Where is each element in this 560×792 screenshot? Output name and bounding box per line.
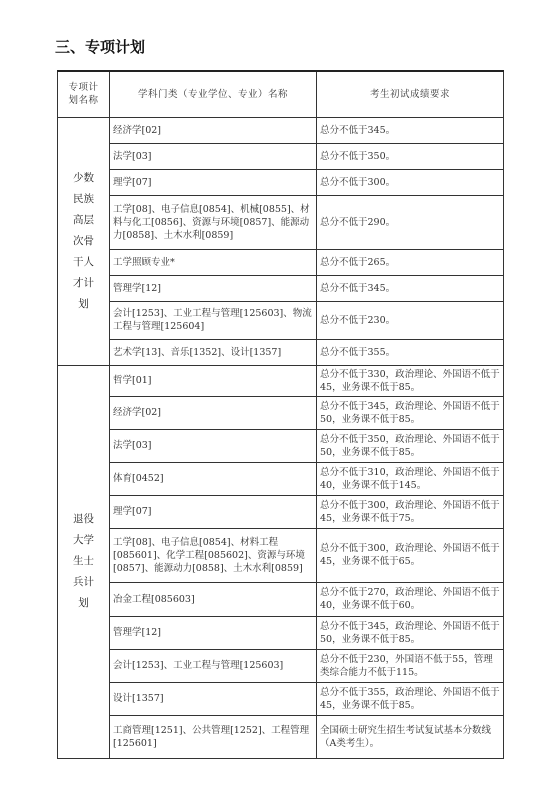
table-row (58, 616, 504, 649)
subject-cell: 理学[07] (110, 169, 317, 195)
requirement-cell: 总分不低于265。 (317, 249, 504, 275)
table-row (58, 365, 504, 396)
subject-cell: 法学[03] (110, 143, 317, 169)
subject-cell: 会计[1253]、工业工程与管理[125603]、物流工程与管理[125604] (110, 301, 317, 339)
header-plan-name: 专项计划名称 (58, 71, 110, 117)
subject-cell: 设计[1357] (110, 682, 317, 715)
requirement-cell: 总分不低于355，政治理论、外国语不低于45，业务课不低于85。 (317, 682, 504, 715)
section-heading: 三、专项计划 (55, 38, 146, 56)
table-row (58, 169, 504, 195)
plan-name-cell: 退役大学生士兵计划 (58, 365, 110, 758)
table-row (58, 275, 504, 301)
subject-cell: 经济学[02] (110, 117, 317, 143)
table-row (58, 339, 504, 365)
table-row (58, 528, 504, 582)
requirement-cell: 总分不低于345。 (317, 275, 504, 301)
requirement-cell: 总分不低于310，政治理论、外国语不低于40，业务课不低于145。 (317, 462, 504, 495)
requirement-cell: 总分不低于230。 (317, 301, 504, 339)
subject-cell: 体育[0452] (110, 462, 317, 495)
table-row (58, 495, 504, 528)
requirement-cell: 总分不低于270，政治理论、外国语不低于40，业务课不低于60。 (317, 582, 504, 616)
subject-cell: 法学[03] (110, 429, 317, 462)
subject-cell: 工学[08]、电子信息[0854]、材料工程[085601]、化学工程[085602]、资源与环境[0857]、能源动力[0858]、土木水利[0859] (110, 528, 317, 582)
requirement-cell: 总分不低于350，政治理论、外国语不低于50，业务课不低于85。 (317, 429, 504, 462)
subject-cell: 工学照顾专业* (110, 249, 317, 275)
table-row (58, 249, 504, 275)
table-body (58, 117, 504, 758)
subject-cell: 工学[08]、电子信息[0854]、机械[0855]、材料与化工[0856]、资源与环境[0857]、能源动力[0858]、土木水利[0859] (110, 195, 317, 249)
subject-cell: 理学[07] (110, 495, 317, 528)
table-row (58, 715, 504, 758)
requirement-cell: 总分不低于355。 (317, 339, 504, 365)
header-subject: 学科门类（专业学位、专业）名称 (110, 71, 317, 117)
requirement-cell: 总分不低于230，外国语不低于55，管理类综合能力不低于115。 (317, 649, 504, 682)
requirement-cell: 总分不低于300，政治理论、外国语不低于45，业务课不低于65。 (317, 528, 504, 582)
subject-cell: 管理学[12] (110, 275, 317, 301)
table-row (58, 301, 504, 339)
table-row (58, 195, 504, 249)
requirement-cell: 总分不低于350。 (317, 143, 504, 169)
plan-name-cell: 少数民族高层次骨干人才计划 (58, 117, 110, 365)
subject-cell: 工商管理[1251]、公共管理[1252]、工程管理[125601] (110, 715, 317, 758)
special-plan-table (57, 70, 504, 759)
table-row (58, 143, 504, 169)
table-row (58, 117, 504, 143)
requirement-cell: 总分不低于300，政治理论、外国语不低于45，业务课不低于75。 (317, 495, 504, 528)
subject-cell: 会计[1253]、工业工程与管理[125603] (110, 649, 317, 682)
subject-cell: 冶金工程[085603] (110, 582, 317, 616)
subject-cell: 哲学[01] (110, 365, 317, 396)
table-row (58, 396, 504, 429)
subject-cell: 管理学[12] (110, 616, 317, 649)
requirement-cell: 总分不低于290。 (317, 195, 504, 249)
requirement-cell: 总分不低于345，政治理论、外国语不低于50，业务课不低于85。 (317, 616, 504, 649)
requirement-cell: 全国硕士研究生招生考试复试基本分数线（A类考生）。 (317, 715, 504, 758)
subject-cell: 经济学[02] (110, 396, 317, 429)
subject-cell: 艺术学[13]、音乐[1352]、设计[1357] (110, 339, 317, 365)
requirement-cell: 总分不低于300。 (317, 169, 504, 195)
table-row (58, 649, 504, 682)
requirement-cell: 总分不低于345，政治理论、外国语不低于50，业务课不低于85。 (317, 396, 504, 429)
table-row (58, 429, 504, 462)
requirement-cell: 总分不低于330，政治理论、外国语不低于45，业务课不低于85。 (317, 365, 504, 396)
requirement-cell: 总分不低于345。 (317, 117, 504, 143)
table-row (58, 582, 504, 616)
table-row (58, 462, 504, 495)
table-header-row (58, 71, 504, 117)
table-row (58, 682, 504, 715)
header-requirement: 考生初试成绩要求 (317, 71, 504, 117)
